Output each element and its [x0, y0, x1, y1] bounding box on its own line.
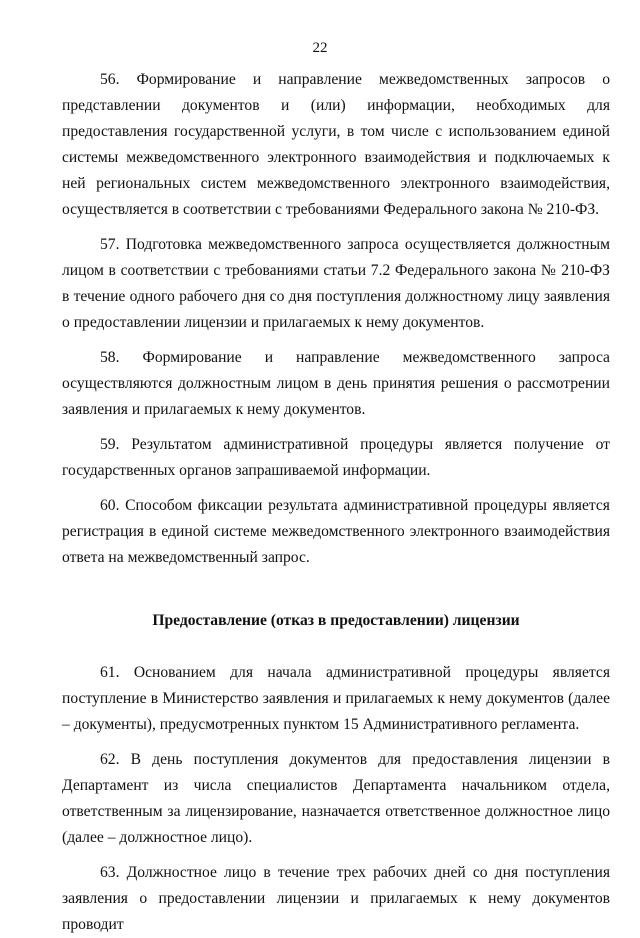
paragraph-number: 57. — [100, 236, 120, 253]
paragraph-56 — [62, 67, 610, 223]
paragraph-text: Формирование и направление межведомственного запроса осуществляются должностным лицом в день принятия решения о рассмотрении заявления и прилагаемых к нему документов. — [62, 349, 610, 418]
paragraph-text: В день поступления документов для предоставления лицензии в Департамент из числа специалистов Департамента начальником отдела, ответственным за лицензирование, назначается ответственное должностное лицо (далее – должностное лицо). — [62, 751, 610, 846]
page-number: 22 — [312, 40, 328, 56]
paragraph-59 — [62, 432, 610, 484]
section-heading: Предоставление (отказ в предоставлении) лицензии — [152, 612, 520, 629]
paragraph-text: Способом фиксации результата административной процедуры является регистрация в единой системе межведомственного электронного взаимодействия ответа на межведомственный запрос. — [62, 497, 610, 566]
paragraph-number: 61. — [100, 664, 120, 681]
paragraph-number: 58. — [100, 349, 120, 366]
paragraph-number: 60. — [100, 497, 120, 514]
paragraph-text: Формирование и направление межведомственных запросов о представлении документов и (или) информации, необходимых для предоставления государственной услуги, в том числе с использованием единой системы межведомственного электронного взаимодействия и подключаемых к ней региональных систем межведомственного электронного взаимодействия, осуществляется в соответствии с требованиями Федерального закона № 210-ФЗ. — [62, 71, 610, 218]
paragraph-63 — [62, 860, 610, 938]
document-body — [62, 67, 610, 938]
paragraph-number: 62. — [100, 751, 120, 768]
paragraph-text: Должностное лицо в течение трех рабочих дней со дня поступления заявления о предоставлении лицензии и прилагаемых к нему документов проводит — [62, 864, 610, 933]
paragraph-text: Результатом административной процедуры является получение от государственных органов запрашиваемой информации. — [62, 436, 610, 479]
paragraph-57 — [62, 232, 610, 336]
paragraph-text: Подготовка межведомственного запроса осуществляется должностным лицом в соответствии с требованиями статьи 7.2 Федерального закона № 210-ФЗ в течение одного рабочего дня со дня поступления должностному лицу заявления о предоставлении лицензии и прилагаемых к нему документов. — [62, 236, 610, 331]
paragraph-text: Основанием для начала административной процедуры является поступление в Министерство заявления и прилагаемых к нему документов (далее – документы), предусмотренных пунктом 15 Административного регламента. — [62, 664, 610, 733]
paragraph-60 — [62, 493, 610, 571]
paragraph-number: 59. — [100, 436, 120, 453]
paragraph-number: 56. — [100, 71, 120, 88]
paragraph-number: 63. — [100, 864, 120, 881]
paragraph-61 — [62, 660, 610, 738]
paragraph-58 — [62, 345, 610, 423]
paragraph-62 — [62, 747, 610, 851]
